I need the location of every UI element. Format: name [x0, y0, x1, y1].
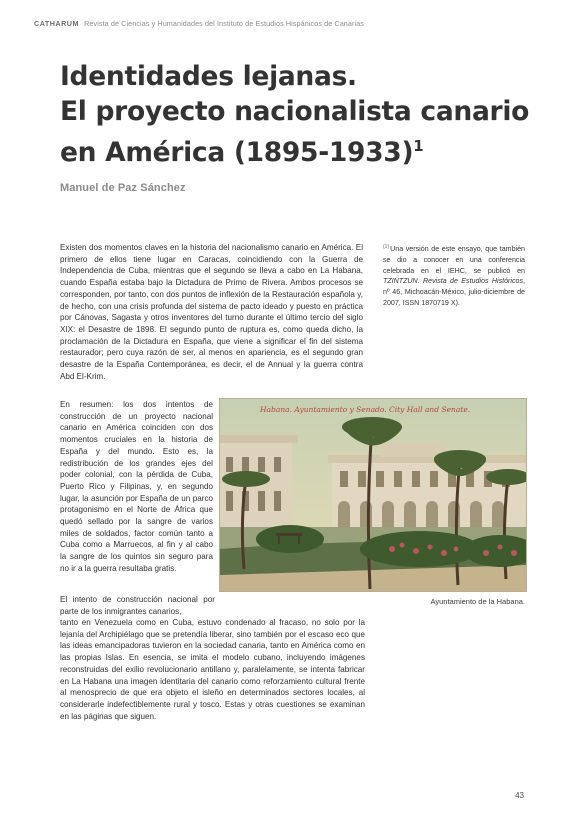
title-line-1: Identidades lejanas. [60, 61, 357, 92]
intro-paragraph: Existen dos momentos claves en la historia del nacionalismo canario en América. El primero de ellos tiene lugar en Caracas, coincidiendo con la Guerra de Independencia de Cuba, mientras que el segundo se lleva a cabo en La Habana, cuando España estaba bajo la Dictadura de Primo de Rivera. Ambos procesos se corresponden, por tanto, con dos puntos de inflexión de la Restauración española y, de hecho, con una crisis profunda del sistema de pacto ideado y puesto en práctica por Cánovas, Sagasta y otros inventores del turno durante el último tercio del siglo XIX: el Desastre de 1898. El segundo punto de ruptura es, como queda dicho, la proclamación de la Dictadura en España, que viene a significar el fin del sistema restaurador; pero cuya razón de ser, al menos en apariencia, es el segundo gran desastre de la España Contemporánea, es decir, el de Annual y la guerra contra Abd El-Krim. [60, 243, 363, 381]
article-title [60, 59, 530, 170]
running-header [34, 19, 547, 28]
construction-paragraph-start: El intento de construcción nacional por parte de los inmigrantes canarios, [60, 595, 215, 616]
photo-inscription: Habana. Ayuntamiento y Senado. City Hall and Senate. [260, 405, 471, 414]
title-line-3-text: en América (1895-1933) [60, 137, 414, 168]
summary-paragraph: En resumen: los dos intentos de construcción de un proyecto nacional canario en América coinciden con dos momentos cruciales en la historia de España y del mundo. Esto es, la redistribución de los grandes ejes del poder colonial, con la pérdida de Cuba, Puerto Rico y Filipinas, y, en segundo lugar, la asunción por España de un parco protagonismo en el Norte de África que quedó sellado por la sangre de varios miles de soldados, factor común tanto a Cuba como a Marruecos, al fin y al cabo la sangre de los quintos sin seguro para no ir a la guerra resultaba gratis. [60, 400, 213, 573]
title-footnote-marker[interactable]: 1 [413, 137, 424, 155]
construction-paragraph-continuation: tanto en Venezuela como en Cuba, estuvo condenado al fracaso, no solo por la lejanía del Archipiélago que se pretendía liberar, sino también por el escaso eco que las ideas emancipadoras tuvieron en la sociedad canaria, tanto en América como en las propias Islas. En esencia, se imita el modelo cubano, incluyendo imágenes reconstruidas del exilio revolucionario antillano y, paralelamente, se intenta fabricar en La Habana una imagen identitaria del canario como reforzamiento cultural frente al menosprecio de que era objeto el isleño en determinados sectores locales, al considerarle indefectiblemente rural y tosco. Estas y otras cuestiones se examinan en las páginas que siguen. [60, 618, 365, 721]
title-line-2: El proyecto nacionalista canario [60, 96, 530, 127]
footnote-journal: TZINTZUN. Revista de Estudios Históricos [383, 277, 524, 286]
photo-caption: Ayuntamiento de la Habana. [430, 597, 525, 606]
footnote [383, 242, 525, 309]
page-number: 43 [515, 791, 524, 800]
footnote-text-before: Una versión de este ensayo, que también se dio a conocer en una conferencia celebrada en el IEHC, se publicó en [383, 245, 525, 275]
journal-brand: CATHARUM [34, 19, 79, 28]
city-hall-photo [219, 398, 527, 592]
intro-paragraph-block [60, 242, 363, 382]
city-hall-illustration [220, 399, 526, 591]
journal-subtitle: Revista de Ciencias y Humanidades del Instituto de Estudios Hispánicos de Canarias [84, 19, 364, 28]
footnote-mark: (1) [383, 244, 390, 250]
construction-paragraph-rest [60, 617, 365, 722]
author-name: Manuel de Paz Sánchez [60, 182, 186, 194]
summary-paragraph-block [60, 399, 213, 575]
footnote-text-after: , nº 46, Michoacán-México, julio-diciembre de 2007, ISSN 1870719 X). [383, 277, 525, 307]
title-line-3 [60, 129, 530, 170]
construction-paragraph-head [60, 594, 215, 617]
